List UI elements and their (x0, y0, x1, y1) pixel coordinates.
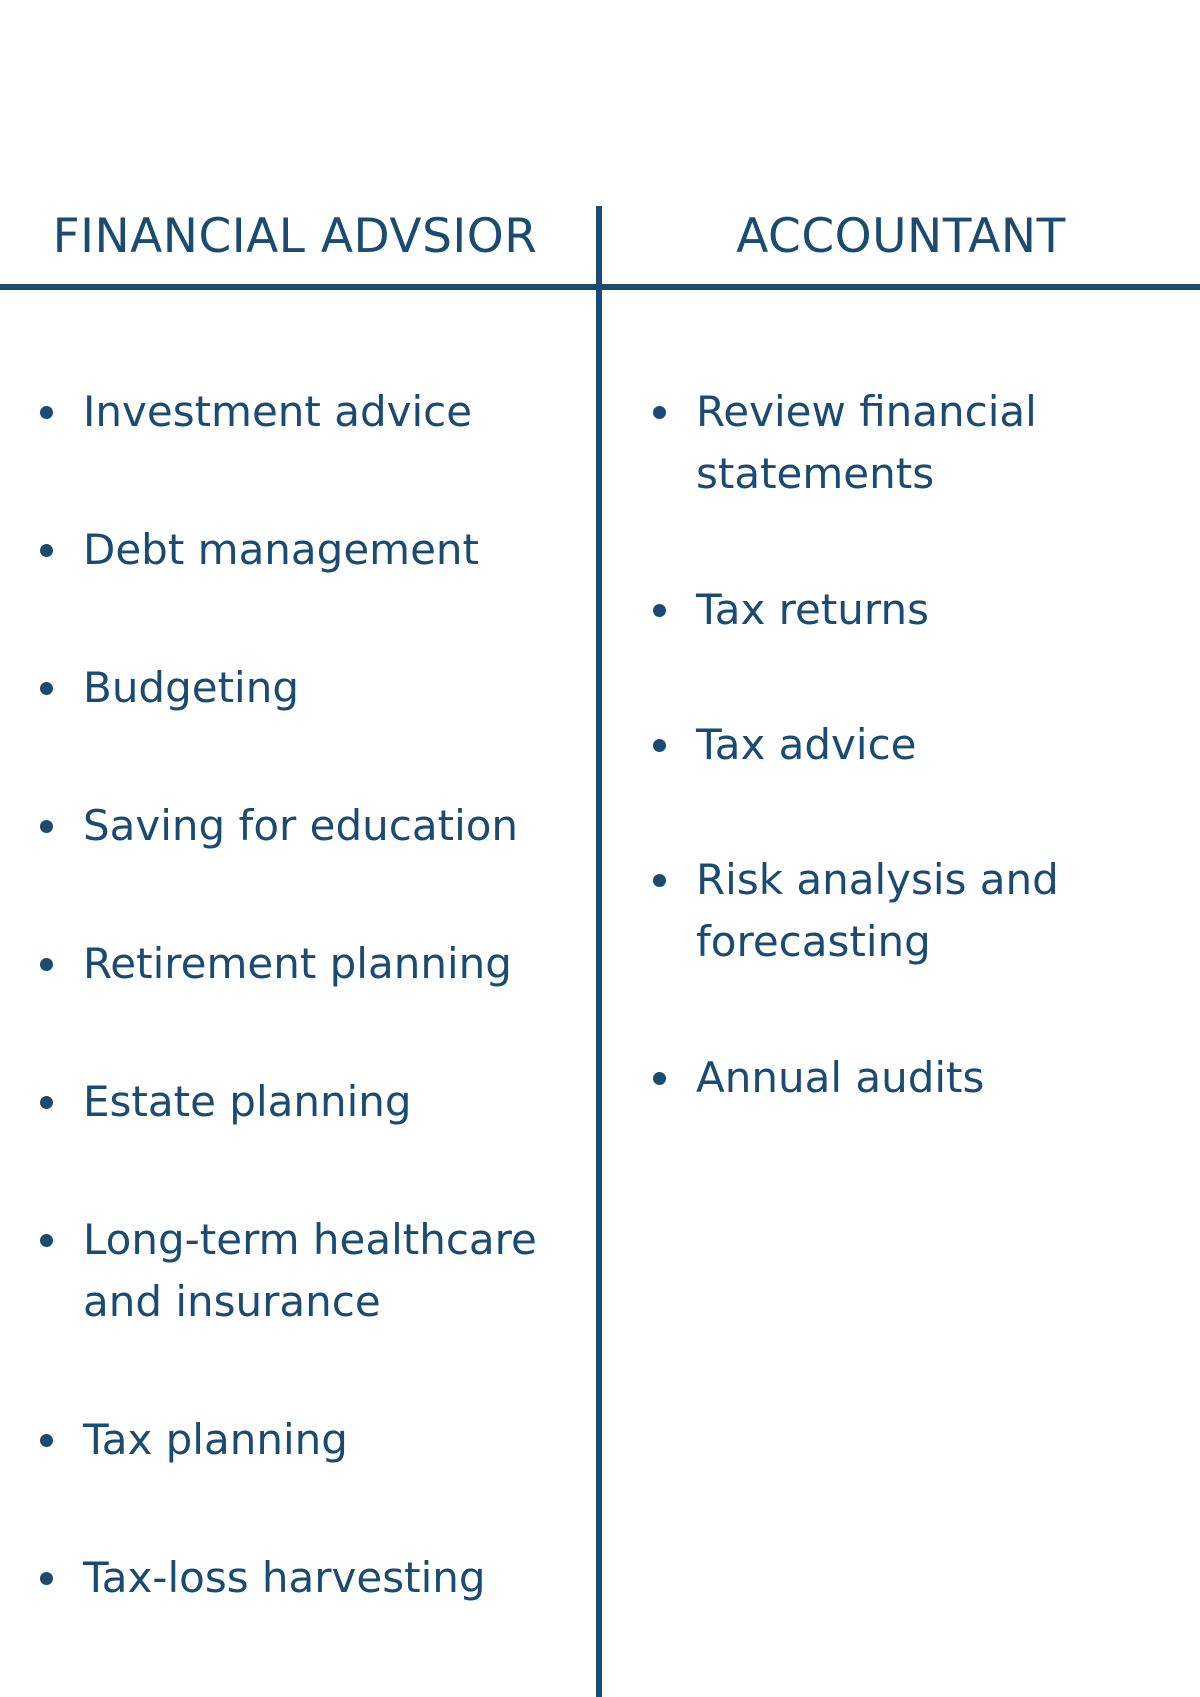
item-line: Annual audits (696, 1053, 985, 1102)
accountant-item-tax-advice (696, 714, 917, 776)
advisor-item-saving-for-education (83, 795, 518, 857)
bullet-icon (653, 406, 666, 419)
advisor-item-estate-planning (83, 1071, 412, 1133)
advisor-item-retirement-planning (83, 933, 512, 995)
item-line: Investment advice (83, 387, 473, 436)
accountant-item-annual-audits (696, 1047, 984, 1109)
financial-advisor-header: FINANCIAL ADVSIOR (52, 209, 538, 264)
accountant-item-tax-returns (696, 579, 929, 641)
item-line: statements (696, 449, 935, 498)
advisor-item-debt-management (83, 519, 479, 581)
bullet-icon (40, 1572, 53, 1585)
item-line: forecasting (696, 917, 931, 966)
bullet-icon (653, 604, 666, 617)
bullet-icon (40, 1096, 53, 1109)
item-line: Long-term healthcare (83, 1215, 537, 1264)
advisor-item-budgeting (83, 657, 299, 719)
item-line: Tax advice (696, 720, 917, 769)
item-line: Budgeting (83, 663, 300, 712)
bullet-icon (653, 874, 666, 887)
accountant-header: ACCOUNTANT (736, 209, 1066, 264)
accountant-item-review-financial-statements (696, 381, 1037, 505)
advisor-item-tax-planning (83, 1409, 348, 1471)
item-line: Tax planning (83, 1415, 348, 1464)
advisor-item-investment-advice (83, 381, 472, 443)
advisor-item-tax-loss-harvesting (83, 1547, 486, 1609)
bullet-icon (40, 682, 53, 695)
bullet-icon (40, 544, 53, 557)
item-line: Saving for education (83, 801, 519, 850)
item-line: Tax returns (696, 585, 929, 634)
bullet-icon (40, 1234, 53, 1247)
advisor-item-long-term-healthcare (83, 1209, 537, 1333)
column-divider (596, 206, 602, 1697)
accountant-item-risk-analysis (696, 849, 1059, 973)
bullet-icon (40, 1434, 53, 1447)
bullet-icon (653, 739, 666, 752)
item-line: Estate planning (83, 1077, 412, 1126)
item-line: Tax-loss harvesting (83, 1553, 486, 1602)
item-line: Retirement planning (83, 939, 512, 988)
item-line: Debt management (83, 525, 480, 574)
bullet-icon (40, 958, 53, 971)
item-line: Risk analysis and (696, 855, 1059, 904)
item-line: and insurance (83, 1277, 381, 1326)
bullet-icon (40, 406, 53, 419)
bullet-icon (653, 1072, 666, 1085)
bullet-icon (40, 820, 53, 833)
item-line: Review financial (696, 387, 1037, 436)
